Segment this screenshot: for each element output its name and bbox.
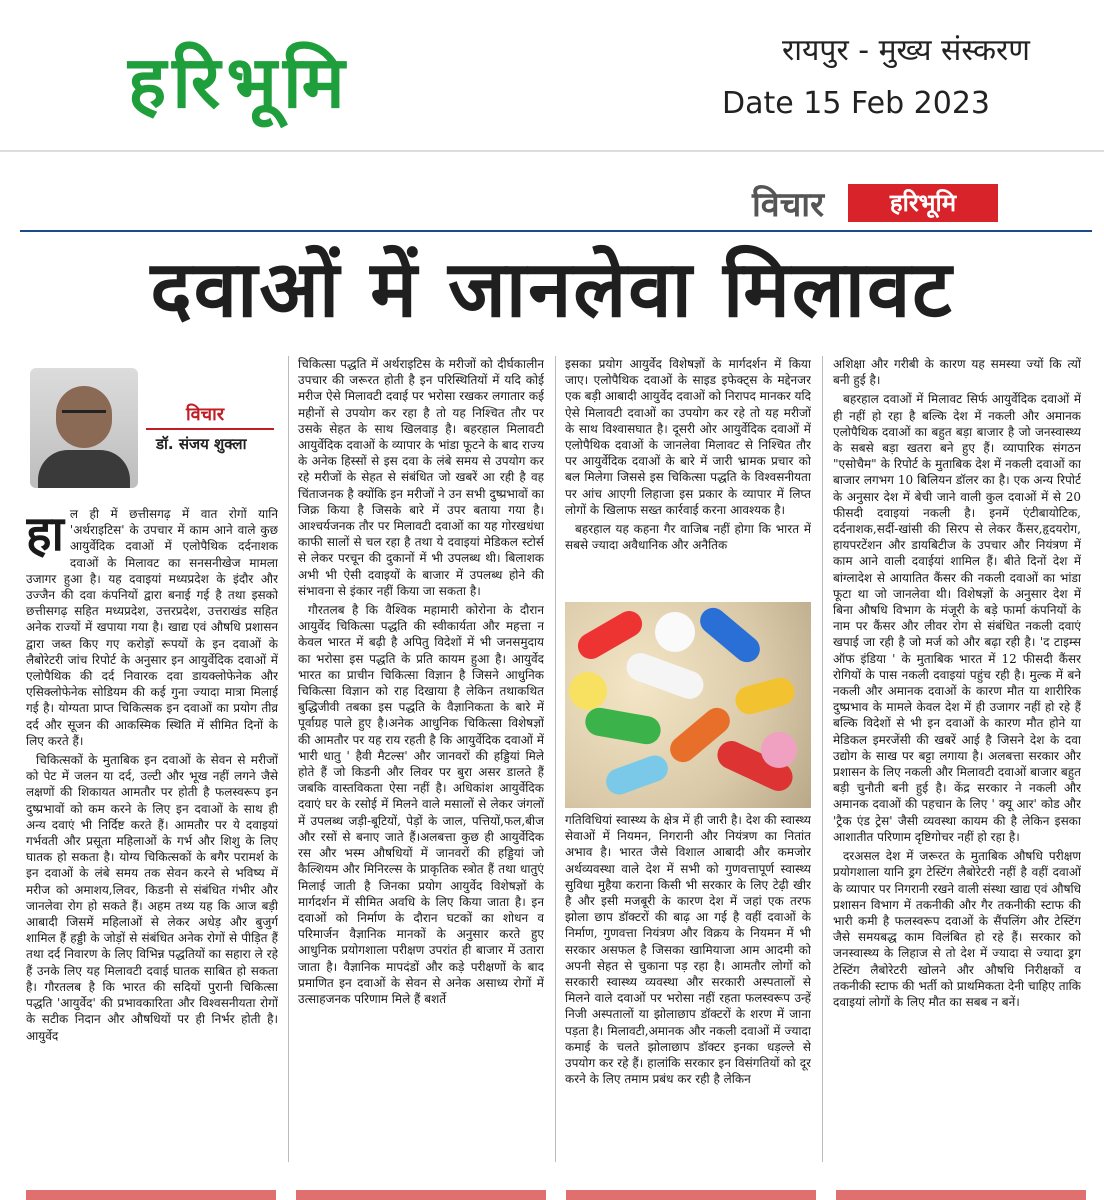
article-paragraph: गौरतलब है कि वैश्विक महामारी कोरोना के दौरान आयुर्वेद चिकित्सा पद्धति की स्वीकार्यता और महत्ता न केवल भारत में बढ़ी है अपितु विदेशों में भी जनसमुदाय का भरोसा इस पद्धति के प्रति कायम हुआ है। आयुर्वेद भारत का प्राचीन चिकित्सा विज्ञान है जिसने आधुनिक चिकित्सा विज्ञान को राह दिखाया है लेकिन तथाकथित बुद्धिजीवी तबका इस पद्धति के वैज्ञानिकता के बारे में पूर्वाग्रह पाले हुए है।अनेक आधुनिक चिकित्सा विशेषज्ञों की आमतौर पर यह राय रहती है कि आयुर्वेदिक दवाओं में भारी धातु ' हैवी मैटल्स' और जानवरों की हड्डियां मिले होते हैं जो किडनी और लिवर पर बुरा असर डालते हैं जबकि वास्तविकता ऐसा नहीं है। अधिकांश आयुर्वेदिक दवाएं घर के रसोई में मिलने वाले मसालों से लेकर जंगलों में उपलब्ध जड़ी-बूटियों, पेड़ों के जाल, पत्तियों,फल,बीज और रसों से बनाए जाते हैं।अलबत्ता कुछ ही आयुर्वेदिक रस और भस्म औषधियों में जानवरों की हड्डियां जो कैल्शियम और मिनिरल्स के प्राकृतिक स्त्रोत हैं तथा धातुएं मिलाई जाती है जिनका प्रयोग आयुर्वेद विशेषज्ञों के मार्गदर्शन में सीमित अवधि के लिए किया जाता है। इन दवाओं को निर्माण के दौरान घटकों का शोधन व परिमार्जन वैज्ञानिक मानकों के अनुसार करते हुए आधुनिक प्रयोगशाला परीक्षण उपरांत ही बाजार में उतारा जाता है। वैज्ञानिक मापदंडों और कड़े परीक्षणों के बाद प्रमाणित इन दवाओं के सेवन से अनेक असाध्य रोगों में उत्साहजनक परिणाम मिले हैं बशर्ते <box>298 603 544 1006</box>
strip-segment <box>296 1190 546 1200</box>
author-photo <box>30 368 138 488</box>
article-paragraph: बहरहाल यह कहना गैर वाजिब नहीं होगा कि भारत में सबसे ज्यादा अवैधानिक और अनैतिक <box>565 522 811 553</box>
pill <box>602 752 671 798</box>
tablet <box>761 732 797 768</box>
article-paragraph: चिकित्सा पद्धति में अर्थराइटिस के मरीजों को दीर्घकालीन उपचार की जरूरत होती है इन परिस्थितियों में यदि कोई मरीज ऐसे मिलावटी दवाई पर भरोसा रखकर लगातार कई महीनों से उपयोग कर रहा है तो यह निश्चित तौर पर उसके सेहत के साथ खिलवाड़ है। बहरहाल मिलावटी आयुर्वेदिक दवाओं के व्यापार के भांडा फूटने के बाद राज्य के अनेक हिस्सों से इस दवा के लंबे समय से उपयोग कर रहे मरीजों के सेहत से संबंधित जो खबरें आ रही है वह चिंताजनक है क्योंकि इन मरीजों ने उन सभी दुष्प्रभावों का जिक्र किया है जिसके बारे में उपर बताया गया है।आश्चर्यजनक तौर पर मिलावटी दवाओं का यह गोरखधंधा काफी सालों से चल रहा है तथा ये दवाइयां मेडिकल स्टोर्स से लेकर परचून की दुकानों में भी उपलब्ध थी। बिलाशक अभी भी ऐसी दवाइयों के बाजार में उपलब्ध होने की संभावना से इंकार नहीं किया जा सकता है। <box>298 357 544 598</box>
masthead <box>0 0 1104 148</box>
strip-segment <box>26 1190 276 1200</box>
article-paragraph: बहरहाल दवाओं में मिलावट सिर्फ आयुर्वेदिक दवाओं में ही नहीं हो रहा है बल्कि देश में नकली और अमानक एलोपैथिक दवाओं का बहुत बड़ा बाजार है जो जनस्वास्थ्य के सबसे बड़ा खतरा बने हुए हैं। व्यापारिक संगठन "एसोचैम" के रिपोर्ट के मुताबिक देश में नकली दवाओं का बाजार लगभग 10 बिलियन डॉलर का है। एक अन्य रिपोर्ट के अनुसार देश में बेची जाने वाली कुल दवाओं में से 20 फीसदी दवाइयां नकली है। इनमें एंटीबायोटिक, दर्दनाशक,सर्दी-खांसी की सिरप से लेकर कैंसर,हृदयरोग, हायपरटेंशन और डायबिटीज के उपचार और नियंत्रण में काम आने वाली दवाईयां शामिल हैं। बीते दिनों देश में बांग्लादेश से आयातित कैंसर की नकली दवाओं का भांडा फूटा था जो जानलेवा थी। विशेषज्ञों के अनुसार देश में बिना औषधि विभाग के मंजूरी के बड़े फार्मा कंपनियों के नाम पर कैंसर और लीवर रोग से संबंधित नकली दवाएं खपाई जा रही है जो मर्ज को और बढ़ा रही है। 'द टाइम्स ऑफ इंडिया ' के मुताबिक भारत में 12 फीसदी कैंसर रोगियों के पास नकली दवाइयां पहुंच रही है। मुल्क में बने नकली और अमानक दवाओं के कारण मौत या शारीरिक दुष्प्रभाव के मामले केवल देश में ही उजागर नहीं हो रहे हैं बल्कि विदेशों से भी इन दवाओं के कारण मौत होने या मेडिकल इमरजेंसी की खबरें आई है जिसने देश के दवा उद्योग के साख पर बट्टा लगाया है। अलबत्ता सरकार और प्रशासन के लिए नकली और मिलावटी दवाओं बाजार बहुत बड़ी चुनौती बनी हुई है। केंद्र सरकार ने नकली और अमानक दवाओं की पहचान के लिए ' क्यू आर' कोड और 'ट्रैक एंड ट्रेस' जैसी व्यवस्था कायम की है लेकिन इसका आशातीत परिणाम दृष्टिगोचर नहीं हो रहा है। <box>833 392 1081 844</box>
article-paragraph <box>26 506 278 749</box>
author-photo-glasses <box>62 410 106 423</box>
article-paragraph: गतिविधियां स्वास्थ्य के क्षेत्र में ही जारी है। देश की स्वास्थ्य सेवाओं में नियमन, निगरानी और नियंत्रण का नितांत अभाव है। भारत जैसे विशाल आबादी और कमजोर अर्थव्यवस्था वाले देश में सभी को गुणवत्तापूर्ण स्वास्थ्य सुविधा मुहैया कराना किसी भी सरकार के लिए टेढ़ी खीर है और इसी मजबूरी के कारण देश में जहां एक तरफ झोला छाप डॉक्टरों की बाढ़ आ गई है वहीं दवाओं के निर्माण, गुणवत्ता नियंत्रण और विक्रय के नियमन में भी सरकार असफल है जिसका खामियाजा आम आदमी को अपनी सेहत से चुकाना पड़ रहा है। आमतौर लोगों को सरकारी स्वास्थ्य व्यवस्था और सरकारी अस्पतालों से मिलने वाले दवाओं पर भरोसा नहीं रहता फलस्वरूप उन्हें निजी अस्पतालों या झोलाछाप डॉक्टरों के शरण में जाना पड़ता है। मिलावटी,अमानक और नकली दवाओं में ज्यादा कमाई के चलते झोलाछाप डॉक्टर इनका धड़ल्ले से उपयोग कर रहे हैं। हालांकि सरकार इन विसंगतियों को दूर करने के लिए तमाम प्रबंध कर रही है लेकिन <box>565 813 811 1087</box>
next-article-strip <box>26 1186 1086 1200</box>
article-paragraph: अशिक्षा और गरीबी के कारण यह समस्या ज्यों कि त्यों बनी हुई है। <box>833 357 1081 388</box>
article-column-3-continued <box>565 812 811 1162</box>
edition-date: Date 15 Feb 2023 <box>722 86 990 121</box>
byline-label: विचार <box>186 404 225 425</box>
pill <box>623 649 708 703</box>
column-divider <box>822 356 823 1162</box>
paragraph-text: ल ही में छत्तीसगढ़ में वात रोगों यानि 'अर्थराइटिस' के उपचार में काम आने वाले कुछ आयुर्वेदिक दवाओं में एलोपैथिक दर्दनाशक दवाओं के मिलावट का सनसनीखेज मामला उजागर हुआ है। यह दवाइयां मध्यप्रदेश के इंदौर और उज्जैन की दवा कंपनियों द्वारा बनाई गई है तथा इसको छत्तीसगढ़ सहित मध्यप्रदेश, उत्तरप्रदेश, उत्तराखंड सहित अनेक राज्यों में खपाया गया है। खाद्य एवं औषधि प्रशासन द्वारा जब्त किए गए करोड़ों रूपयों के इन दवाओं के लैबोरेटरी जांच रिपोर्ट के अनुसार इन आयुर्वेदिक दवाओं में एलोपैथिक की दर्द निवारक दवा डायक्लोफेनेक और एसिक्लोफेनेक सोडियम की कई गुना ज्यादा मात्रा मिलाई गई है। योग्यता प्राप्त चिकित्सक इन दवाओं का प्रयोग तीव्र दर्द और सूजन की आकस्मिक स्थिति में सीमित दिनों के लिए करते हैं। <box>26 507 278 748</box>
article-paragraph: इसका प्रयोग आयुर्वेद विशेषज्ञों के मार्गदर्शन में किया जाए। एलोपैथिक दवाओं के साइड इफेक्ट्स के मद्देनजर एक बड़ी आबादी आयुर्वेद दवाओं को निरापद मानकर यदि ऐसे मिलावटी दवाओं का उपयोग कर रहे तो यह मरीजों के साथ विश्वासघात है। दूसरी ओर आयुर्वेदिक दवाओं में एलोपैथिक दवाओं के जानलेवा मिलावट से निश्चित तौर पर आयुर्वेदिक दवाओं के बारे में जारी भ्रामक प्रचार को बल मिलेगा जिससे इस चिकित्सा पद्धति के विश्वसनीयता पर आंच आएगी लिहाजा इस प्रकार के व्यापार में लिप्त लोगों के खिलाफ सख्त कार्रवाई करना आवश्यक है। <box>565 357 811 517</box>
pill <box>695 603 765 668</box>
article-headline: दवाओं में जानलेवा मिलावट <box>150 245 954 335</box>
article-paragraph: दरअसल देश में जरूरत के मुताबिक औषधि परीक्षण प्रयोगशाला यानि ड्रग टेस्टिंग लैबोरेटरी नहीं है वहीं दवाओं के व्यापार पर निगरानी रखने वाली संस्था खाद्य एवं औषधि प्रशासन विभाग में तकनीकी और गैर तकनीकी स्टाफ की भारी कमी है फलस्वरूप दवाओं के सैंपलिंग और टेस्टिंग जैसे समयबद्ध काम विलंबित हो रहे हैं। सरकार को जनस्वास्थ्य के लिहाज से तो देश में ज्यादा से ज्यादा ड्रग टेस्टिंग लैबोरेटरी खोलने और औषधि निरीक्षकों व तकनीकी स्टाफ की भर्ती को प्राथमिकता देनी चाहिए ताकि दवाइयां लोगों के लिए मौत का सबब न बनें। <box>833 849 1081 1009</box>
column-divider <box>288 356 289 1162</box>
column-divider <box>555 356 556 1162</box>
pill <box>583 706 663 747</box>
strip-segment <box>836 1190 1086 1200</box>
newspaper-logo: हरिभूमि <box>128 40 351 124</box>
tablet <box>655 612 695 652</box>
section-brand-logo: हरिभूमि <box>848 184 998 222</box>
article-paragraph: चिकित्सकों के मुताबिक इन दवाओं के सेवन से मरीजों को पेट में जलन या दर्द, उल्टी और भूख नहीं लगने जैसे लक्षणों की शिकायत आमतौर पर होती है फलस्वरूप इन दुष्प्रभावों को कम करने के लिए इन दवाओं के साथ ही अन्य दवाएं भी निर्दिष्ट करते हैं। आमतौर पर ये दवाइयां गर्भवती और प्रसूता महिलाओं के गर्भ और शिशु के लिए घातक हो सकता है। योग्य चिकित्सकों के बगैर परामर्श के इन दवाओं के लंबे समय तक सेवन करने से भविष्य में मरीज को अमाशय,लिवर, किडनी से संबंधित गंभीर और जानलेवा रोग हो सकते हैं। अहम तथ्य यह कि आज बड़ी आबादी जिसमें महिलाओं से लेकर अधेड़ और बुजुर्ग शामिल हैं हड्डी के जोड़ों से संबंधित अनेक रोगों से पीड़ित हैं तथा दर्द निवारण के लिए विभिन्न पद्धतियों का सहारा ले रहे हैं उनके लिए यह मिलावटी दवाई घातक साबित हो सकता है। गौरतलब है कि भारत की सदियों पुरानी चिकित्सा पद्धति 'आयुर्वेद' की प्रभावकारिता और विश्वसनीयता रोगों के सटीक निदान और औषधियों पर ही निर्भर होती है।आयुर्वेद <box>26 753 278 1043</box>
section-label: विचार <box>752 185 825 225</box>
drop-cap: हा <box>26 506 64 562</box>
tablet <box>569 672 607 710</box>
article-column-4 <box>833 356 1081 1162</box>
pills-photo <box>565 602 811 808</box>
byline-rule <box>146 428 274 430</box>
article-column-2 <box>298 356 544 1164</box>
article-column-1 <box>26 506 278 1162</box>
edition-label: रायपुर - मुख्य संस्करण <box>781 33 1030 68</box>
byline-author: डॉ. संजय शुक्ला <box>156 435 247 453</box>
pill <box>732 675 797 718</box>
strip-segment <box>566 1190 816 1200</box>
masthead-divider <box>0 150 1104 152</box>
author-photo-shirt <box>38 450 130 488</box>
section-rule <box>20 230 1092 232</box>
article-column-3 <box>565 356 811 608</box>
